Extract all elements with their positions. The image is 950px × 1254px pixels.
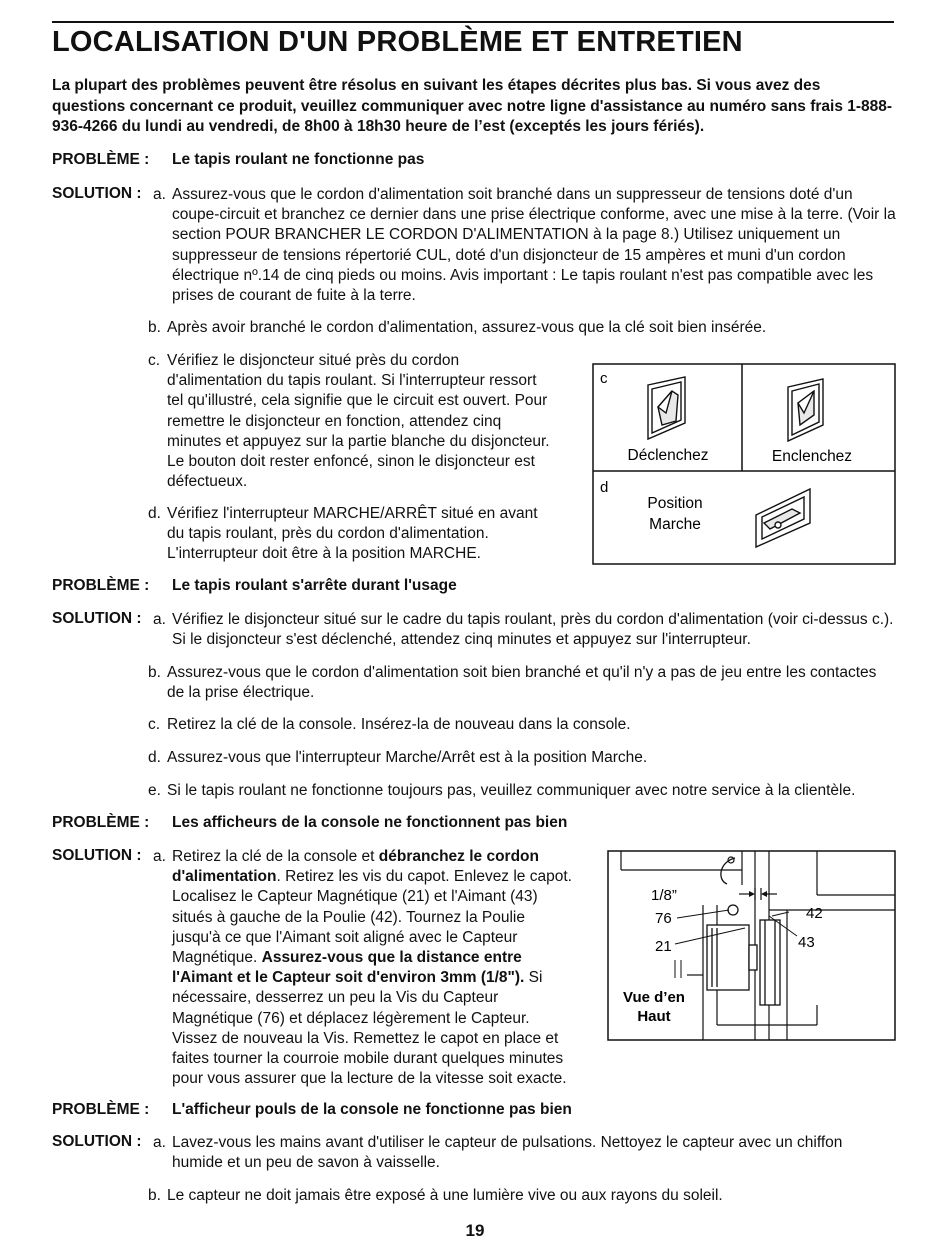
title-rule	[52, 21, 894, 23]
item-text: Retirez la clé de la console. Insérez-la de nouveau dans la console.	[167, 716, 631, 733]
item-text: Vérifiez le disjoncteur situé sur le cadre du tapis roulant, près du cordon d'alimentation (voir ci-dessus c.). Si le disjoncteur s'est déclenché, attendez cinq minutes et appuyez sur l'interrupteur.	[172, 611, 894, 649]
item-letter: a.	[153, 611, 166, 628]
item-letter: e.	[148, 782, 161, 799]
solution-2-item-d	[148, 748, 893, 768]
tripped-label: Déclenchez	[627, 447, 709, 464]
solution-2-label: SOLUTION :	[52, 610, 142, 627]
reset-label: Enclenchez	[771, 448, 853, 465]
item-letter: b.	[148, 664, 161, 681]
problem-title: L'afficheur pouls de la console ne fonctionne pas bien	[172, 1101, 572, 1118]
solution-4-label: SOLUTION :	[52, 1133, 142, 1150]
item-text: Lavez-vous les mains avant d'utiliser le capteur de pulsations. Nettoyez le capteur avec un chiffon humide et un peu de savon à vaisselle.	[172, 1134, 843, 1172]
solution-3-item-a	[153, 847, 573, 1089]
problem-title: Les afficheurs de la console ne fonctionnent pas bien	[172, 814, 568, 831]
figure-label-c: c	[600, 370, 608, 387]
item-text: Vérifiez l'interrupteur MARCHE/ARRÊT situé en avant du tapis roulant, près du cordon d'alimentation. L'interrupteur doit être à la position MARCHE.	[167, 505, 538, 563]
item-text: Si le tapis roulant ne fonctionne toujours pas, veuillez communiquer avec notre service à la clientèle.	[167, 782, 856, 799]
gap-label: 1/8”	[651, 887, 677, 904]
solution-2-item-a	[153, 610, 898, 650]
problem-label: PROBLÈME :	[52, 151, 150, 168]
problem-label: PROBLÈME :	[52, 1101, 150, 1118]
item-letter: c.	[148, 716, 161, 733]
item-letter: d.	[148, 749, 161, 766]
problem-4-heading	[52, 1101, 572, 1119]
intro-paragraph: La plupart des problèmes peuvent être résolus en suivant les étapes décrites plus bas. Si vous avez des questions concernant ce produit, veuillez communiquer avec notre ligne d'assistance au numéro sans frais 1-888-936-4266 du lundi au vendredi, de 8h00 à 18h30 heure de l’est (exceptés les jours fériés).	[52, 77, 893, 135]
problem-label: PROBLÈME :	[52, 577, 150, 594]
problem-3-heading	[52, 814, 567, 832]
item-letter: d.	[148, 505, 161, 522]
item-letter: b.	[148, 319, 161, 336]
solution-1-item-b	[148, 318, 898, 338]
problem-2-heading	[52, 577, 457, 595]
item-text	[153, 847, 573, 1089]
on-position-label-line1: Position	[647, 495, 703, 512]
solution-2-item-c	[148, 715, 893, 735]
part-43-label: 43	[798, 934, 815, 951]
page-title: LOCALISATION D'UN PROBLÈME ET ENTRETIEN	[52, 26, 743, 58]
item-letter: a.	[153, 186, 166, 203]
item-letter: a.	[153, 848, 166, 865]
item-text: Vérifiez le disjoncteur situé près du cordon d'alimentation du tapis roulant. Si l'interrupteur ressort tel qu'illustré, cela signifie que le circuit est ouvert. Pour remettre le disjoncteur en fonction, attendez cinq minutes et appuyez sur la partie blanche du disjoncteur. Le bouton doit rester enfoncé, sinon le disjoncteur est défectueux.	[167, 352, 550, 491]
item-text: Assurez-vous que le cordon d'alimentation soit branché dans un suppresseur de tensions doté d'un coupe-circuit et branchez ce dernier dans une prise électrique conforme, avec une mise à la terre. (Voir la section POUR BRANCHER LE CORDON D'ALIMENTATION à la page 8.) Utilisez uniquement un suppresseur de tensions répertorié CUL, doté d'un disjoncteur de 15 ampères et muni d'un cordon électrique nº.14 de cinq pieds ou moins. Avis important : Le tapis roulant n'est pas compatible avec les prises de courant de fuite à la terre.	[172, 186, 896, 305]
solution-3-label: SOLUTION :	[52, 847, 142, 864]
solution-1-item-a	[153, 185, 898, 306]
item-letter: c.	[148, 352, 161, 369]
solution-1-label: SOLUTION :	[52, 185, 142, 202]
item-text: Le capteur ne doit jamais être exposé à une lumière vive ou aux rayons du soleil.	[167, 1187, 723, 1204]
solution-1-item-d	[148, 504, 553, 565]
problem-label: PROBLÈME :	[52, 814, 150, 831]
solution-4-item-b	[148, 1186, 893, 1206]
problem-title: Le tapis roulant s'arrête durant l'usage	[172, 577, 457, 594]
solution-2-item-b	[148, 663, 893, 703]
problem-title: Le tapis roulant ne fonctionne pas	[172, 151, 425, 168]
solution-2-item-e	[148, 781, 893, 801]
item-letter: b.	[148, 1187, 161, 1204]
item-letter: a.	[153, 1134, 166, 1151]
part-21-label: 21	[655, 938, 672, 955]
item-text: Assurez-vous que le cordon d'alimentation soit bien branché et qu'il n'y a pas de jeu entre les contactes de la prise électrique.	[167, 664, 877, 702]
part-42-label: 42	[806, 905, 823, 922]
item-text: Après avoir branché le cordon d'alimentation, assurez-vous que la clé soit bien insérée.	[167, 319, 767, 336]
item-text-part: . Retirez les vis du capot. Enlevez le capot. Localisez le Capteur Magnétique (21) et l'Aimant (43) situés à gauche de la Poulie (42). Tournez la Poulie jusqu'à ce que l'Aimant soit aligné avec le Capteur Magnétique.	[172, 868, 572, 967]
breaker-switch-figure	[592, 363, 896, 565]
top-view-label-line2: Haut	[637, 1008, 671, 1025]
item-text-part: Si nécessaire, desserrez un peu la Vis du Capteur Magnétique (76) et déplacez légèrement le Capteur. Vissez de nouveau la Vis. Remettez le capot en place et faites tourner la courroie mobile durant quelques minutes pour vous assurer que la lecture de la vitesse soit exacte.	[172, 969, 567, 1088]
item-text-bold: débranchez le cordon d'alimentation	[172, 848, 539, 886]
page-number: 19	[465, 1221, 485, 1240]
magnetic-sensor-figure	[607, 850, 896, 1041]
item-text-part: Retirez la clé de la console et	[172, 848, 379, 865]
item-text: Assurez-vous que l'interrupteur Marche/Arrêt est à la position Marche.	[167, 749, 648, 766]
problem-1-heading	[52, 151, 424, 169]
solution-1-item-c	[148, 351, 553, 492]
solution-4-item-a	[153, 1133, 888, 1173]
part-76-label: 76	[655, 910, 672, 927]
on-position-label-line2: Marche	[649, 516, 701, 533]
item-text-bold: Assurez-vous que la distance entre l'Aimant et le Capteur soit d'environ 3mm (1/8").	[172, 949, 525, 987]
top-view-label-line1: Vue d’en	[623, 989, 685, 1006]
figure-label-d: d	[600, 479, 609, 496]
